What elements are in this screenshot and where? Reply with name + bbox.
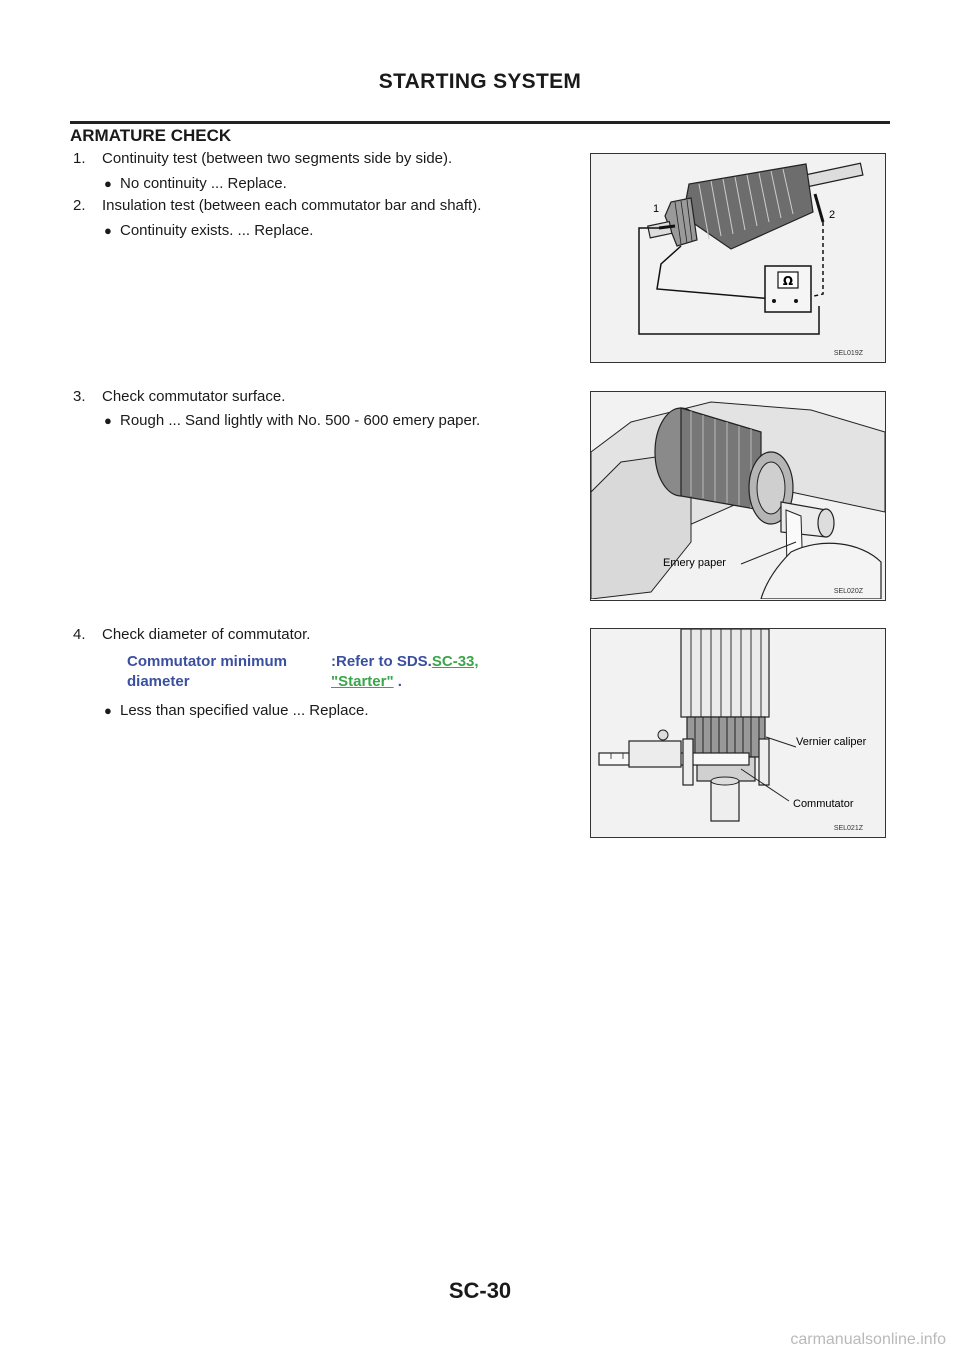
step-2 (73, 197, 481, 214)
step-number: 3. (73, 388, 86, 405)
label-2: 2 (829, 209, 836, 221)
figure-armature-continuity-test (590, 153, 886, 363)
bullet-icon: ● (104, 703, 112, 718)
label-1: 1 (653, 203, 660, 215)
bullet-text: No continuity ... Replace. (120, 175, 287, 192)
step-1 (73, 150, 452, 167)
spec-value-suffix: . (393, 673, 402, 690)
step-2-bullet (104, 222, 313, 239)
step-number: 2. (73, 197, 86, 214)
spec-label-line2: diameter (127, 673, 190, 690)
ohm-symbol: Ω (782, 274, 794, 288)
figure-commutator-surface (590, 391, 886, 601)
bullet-icon: ● (104, 413, 112, 428)
step-text: Insulation test (between each commutator bar and shaft). (102, 197, 482, 214)
bullet-text: Rough ... Sand lightly with No. 500 - 600 emery paper. (120, 412, 481, 429)
step-number: 1. (73, 150, 86, 167)
bullet-text: Continuity exists. ... Replace. (120, 222, 314, 239)
bullet-icon: ● (104, 176, 112, 191)
label-vernier-caliper: Vernier caliper (796, 736, 867, 748)
label-emery-paper: Emery paper (663, 557, 726, 569)
emery-paper-illustration (591, 392, 885, 599)
step-4-bullet (104, 702, 368, 719)
step-text: Check diameter of commutator. (102, 626, 311, 643)
sds-link-sc33[interactable]: SC-33, (431, 653, 479, 670)
figure-code: SEL019Z (833, 350, 863, 357)
sds-link-starter[interactable]: "Starter" (331, 673, 394, 690)
step-3-bullet (104, 412, 480, 429)
page-number: SC-30 (448, 1278, 512, 1303)
spec-label-line1: Commutator minimum (127, 653, 288, 670)
step-text: Continuity test (between two segments side by side). (102, 150, 453, 167)
step-number: 4. (73, 626, 86, 643)
figure-code: SEL020Z (833, 588, 863, 595)
spec-label (127, 652, 287, 692)
watermark[interactable]: carmanualsonline.info (790, 1331, 946, 1348)
step-3 (73, 388, 285, 405)
bullet-text: Less than specified value ... Replace. (120, 702, 369, 719)
figure-commutator-diameter (590, 628, 886, 838)
spec-value-prefix: :Refer to SDS. (331, 653, 432, 670)
spec-value (331, 652, 479, 692)
step-1-bullet (104, 175, 287, 192)
header-divider (70, 121, 890, 124)
step-4 (73, 626, 310, 643)
bullet-icon: ● (104, 223, 112, 238)
vernier-caliper-illustration (591, 629, 885, 836)
label-commutator: Commutator (793, 798, 854, 810)
figure-code: SEL021Z (833, 825, 863, 832)
step-text: Check commutator surface. (102, 388, 286, 405)
armature-tester-illustration (591, 154, 885, 361)
page-header-title: STARTING SYSTEM (378, 70, 582, 93)
section-heading: ARMATURE CHECK (70, 126, 232, 145)
